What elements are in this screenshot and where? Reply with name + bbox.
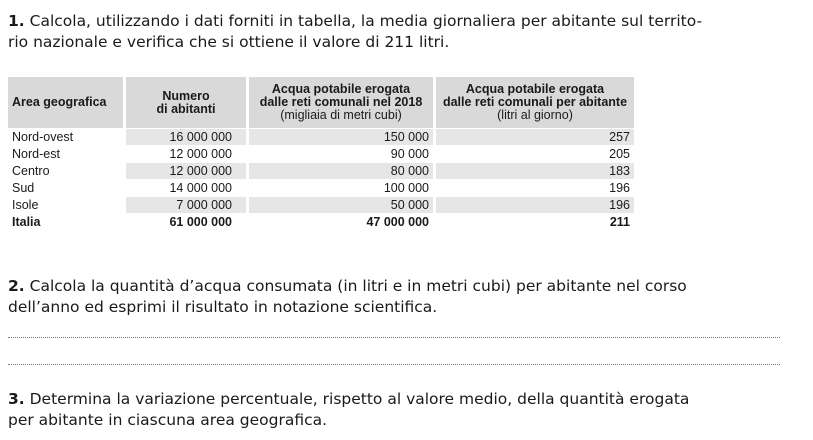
exercise-1-line-1	[8, 11, 798, 32]
header-water-supplied: Acqua potabile erogata dalle reti comunali nel 2018 (migliaia di metri cubi)	[249, 77, 436, 128]
exercise-3-text-1: Determina la variazione percentuale, rispetto al valore medio, della quantità erogata	[29, 390, 690, 408]
table-row	[8, 196, 634, 213]
exercise-1-number: 1.	[8, 12, 25, 30]
table-row	[8, 128, 634, 145]
cell-water: 150 000	[249, 128, 436, 145]
exercise-3-number: 3.	[8, 390, 25, 408]
answer-line	[8, 364, 780, 365]
exercise-3	[8, 389, 798, 431]
cell-water: 50 000	[249, 196, 436, 213]
table-header-row	[8, 77, 634, 128]
exercise-2-line-1	[8, 276, 798, 297]
exercise-2	[8, 276, 798, 318]
cell-population: 16 000 000	[126, 128, 249, 145]
exercise-1-text-1: Calcola, utilizzando i dati forniti in tabella, la media giornaliera per abitante sul territo-	[29, 12, 703, 30]
cell-area: Sud	[8, 179, 126, 196]
cell-per-capita: 205	[436, 145, 634, 162]
cell-per-capita: 196	[436, 196, 634, 213]
exercise-2-text-2: dell’anno ed esprimi il risultato in notazione scientifica.	[8, 298, 438, 316]
exercise-1	[8, 11, 798, 53]
header-population: Numero di abitanti	[126, 77, 249, 128]
cell-population: 7 000 000	[126, 196, 249, 213]
exercise-3-line-1	[8, 389, 798, 410]
answer-line	[8, 337, 780, 338]
exercise-2-number: 2.	[8, 277, 25, 295]
exercise-3-text-2: per abitante in ciascuna area geografica.	[8, 411, 328, 429]
cell-water: 100 000	[249, 179, 436, 196]
cell-per-capita: 196	[436, 179, 634, 196]
header-water-per-capita: Acqua potabile erogata dalle reti comunali per abitante (litri al giorno)	[436, 77, 634, 128]
cell-per-capita: 211	[436, 213, 634, 230]
table-row	[8, 145, 634, 162]
water-data-table	[8, 77, 634, 230]
cell-population: 12 000 000	[126, 162, 249, 179]
table-row	[8, 162, 634, 179]
cell-area: Nord-ovest	[8, 128, 126, 145]
cell-population: 14 000 000	[126, 179, 249, 196]
table-total-row	[8, 213, 634, 230]
cell-water: 80 000	[249, 162, 436, 179]
cell-area: Nord-est	[8, 145, 126, 162]
exercise-2-text-1: Calcola la quantità d’acqua consumata (in litri e in metri cubi) per abitante nel corso	[29, 277, 687, 295]
table-row	[8, 179, 634, 196]
cell-area: Italia	[8, 213, 126, 230]
cell-water: 90 000	[249, 145, 436, 162]
cell-population: 61 000 000	[126, 213, 249, 230]
cell-area: Centro	[8, 162, 126, 179]
cell-per-capita: 183	[436, 162, 634, 179]
exercise-1-text-2: rio nazionale e verifica che si ottiene il valore di 211 litri.	[8, 33, 450, 51]
header-area: Area geografica	[8, 77, 126, 128]
cell-population: 12 000 000	[126, 145, 249, 162]
cell-water: 47 000 000	[249, 213, 436, 230]
cell-area: Isole	[8, 196, 126, 213]
cell-per-capita: 257	[436, 128, 634, 145]
